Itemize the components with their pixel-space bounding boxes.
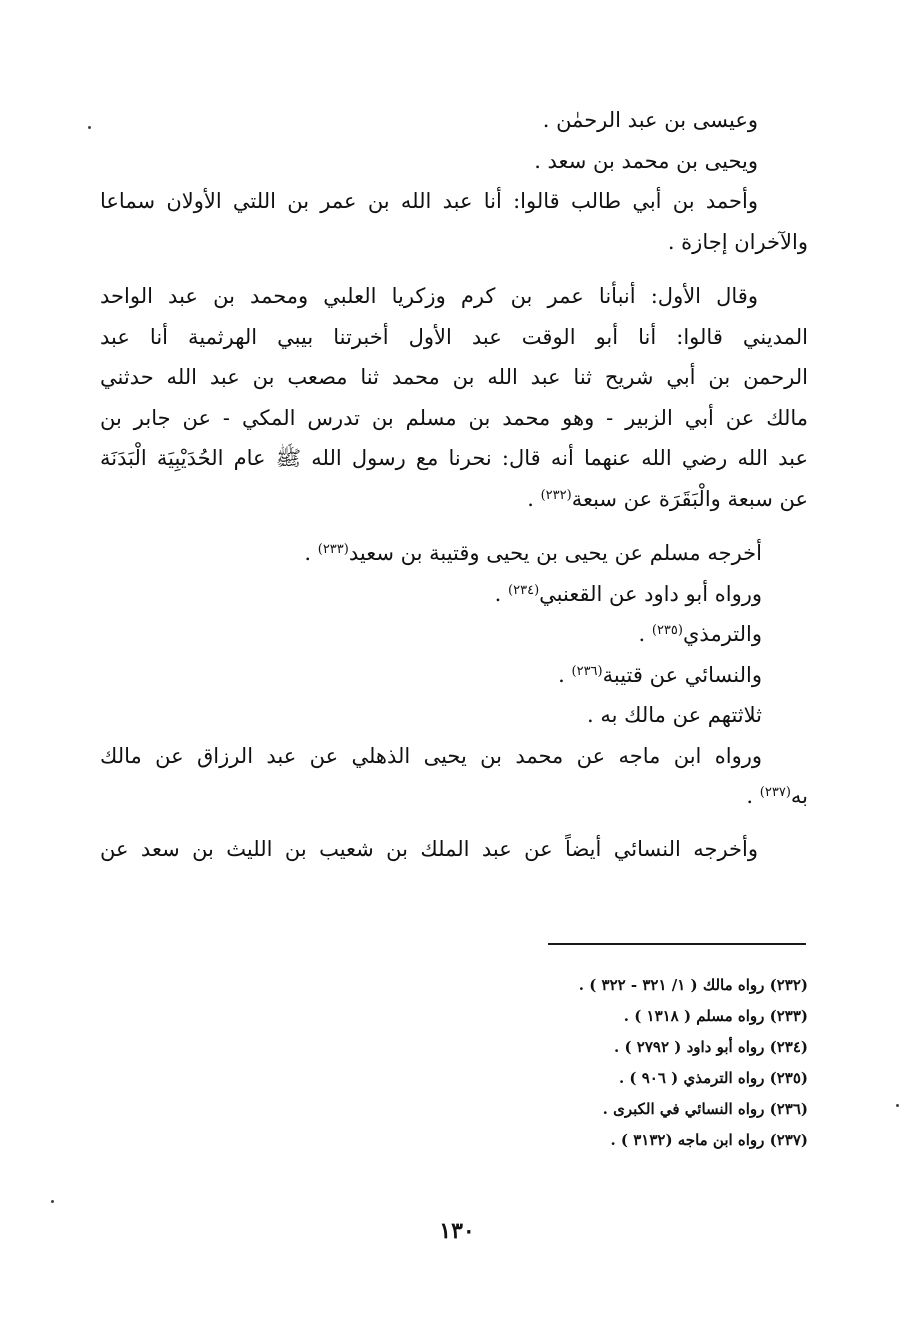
- main-text: [100, 100, 808, 869]
- isnad-line-4: مالك عن أبي الزبير - وهو محمد بن مسلم بن تدرس المكي - عن جابر بن: [100, 405, 808, 430]
- footnote-236: (٢٣٦) رواه النسائي في الكبرى .: [602, 1100, 808, 1118]
- page-number: ١٣٠: [439, 1218, 475, 1244]
- intro-line-1: وعيسى بن عبد الرحمٰن .: [542, 108, 758, 132]
- intro-line-3: وأحمد بن أبي طالب قالوا: أنا عبد الله بن عمر بن اللتي الأولان سماعا: [100, 189, 758, 213]
- takhrij-line-abu-dawud: [100, 574, 808, 615]
- isnad-line-5: عبد الله رضي الله عنهما أنه قال: نحرنا مع رسول الله ﷺ عام الحُدَيْبِيَة الْبَدَنَة: [100, 446, 808, 470]
- takhrij-line-thalathatuhum: [100, 695, 808, 736]
- footnote-235: (٢٣٥) رواه الترمذي ( ٩٠٦ ) .: [618, 1069, 808, 1087]
- footnote-233: (٢٣٣) رواه مسلم ( ١٣١٨ ) .: [623, 1007, 808, 1025]
- paragraph-gap: [100, 519, 808, 533]
- footnote-ref-236: (٢٣٦): [571, 663, 603, 679]
- final-line: وأخرجه النسائي أيضاً عن عبد الملك بن شعيب بن الليث بن سعد عن: [100, 836, 758, 861]
- footnote-ref-232: (٢٣٢): [540, 487, 572, 503]
- isnad-line-2: المديني قالوا: أنا أبو الوقت عبد الأول أخبرتنا بيبي الهرثمية أنا عبد: [100, 324, 808, 349]
- isnad-line-3: الرحمن بن أبي شريح ثنا عبد الله بن محمد ثنا مصعب بن عبد الله حدثني: [100, 365, 808, 389]
- takhrij-line-tirmidhi: [100, 614, 808, 655]
- takhrij-end: .: [558, 662, 572, 687]
- takhrij-text: أخرجه مسلم عن يحيى بن يحيى وقتيبة بن سعيد: [348, 541, 762, 565]
- paragraph-gap: [100, 262, 808, 276]
- intro-line-4: والآخران إجازة .: [667, 229, 808, 254]
- scan-speck: [896, 1104, 899, 1107]
- isnad-line-6: [100, 479, 808, 520]
- footnote-234: (٢٣٤) رواه أبو داود ( ٢٧٩٢ ) .: [614, 1038, 808, 1056]
- ibn-majah-line: ورواه ابن ماجه عن محمد بن يحيى الذهلي عن عبد الرزاق عن مالك: [100, 743, 762, 768]
- takhrij-end: .: [304, 541, 318, 565]
- scan-speck: [51, 1200, 54, 1203]
- takhrij-text: ثلاثتهم عن مالك به .: [587, 703, 762, 727]
- paragraph-gap: [100, 817, 808, 829]
- isnad-last-text: عن سبعة والْبَقَرَة عن سبعة: [571, 486, 808, 511]
- takhrij-line-muslim: [100, 533, 808, 574]
- takhrij-text: والترمذي: [682, 622, 762, 646]
- footnote-237: (٢٣٧) رواه ابن ماجه (٣١٣٢ ) .: [610, 1131, 808, 1149]
- footnote-separator: [548, 943, 806, 945]
- ibn-majah-last-end: .: [746, 784, 760, 808]
- scan-speck: [88, 126, 91, 129]
- takhrij-end: .: [494, 581, 509, 606]
- footnote-232: (٢٣٢) رواه مالك ( ١/ ٣٢١ - ٣٢٢ ) .: [578, 976, 808, 994]
- takhrij-text: ورواه أبو داود عن القعنبي: [539, 581, 762, 606]
- isnad-line-1: وقال الأول: أنبأنا عمر بن كرم وزكريا العلبي ومحمد بن عبد الواحد: [100, 284, 758, 308]
- ibn-majah-last-line: [100, 776, 808, 817]
- takhrij-end: .: [638, 622, 652, 646]
- footnote-ref-235: (٢٣٥): [651, 623, 683, 638]
- footnote-ref-237: (٢٣٧): [759, 785, 791, 800]
- intro-line-2: ويحيى بن محمد بن سعد .: [534, 148, 758, 173]
- ibn-majah-last-text: به: [790, 784, 808, 808]
- footnotes: [400, 970, 808, 1156]
- isnad-last-end: .: [527, 486, 541, 511]
- footnote-ref-233: (٢٣٣): [317, 542, 349, 557]
- takhrij-text: والنسائي عن قتيبة: [602, 662, 762, 687]
- takhrij-line-nasai: [100, 655, 808, 696]
- footnote-ref-234: (٢٣٤): [508, 582, 540, 598]
